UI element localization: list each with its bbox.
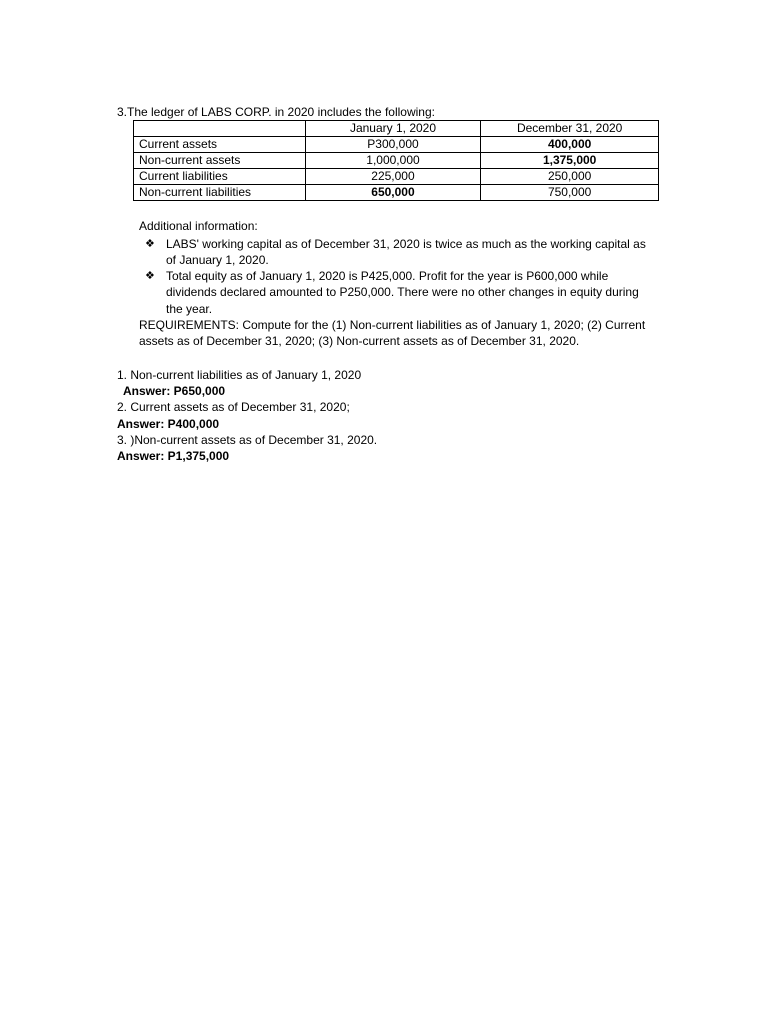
diamond-bullet-icon: ❖ — [145, 270, 155, 283]
question-text: 2. Current assets as of December 31, 2020; — [117, 400, 350, 415]
additional-heading: Additional information: — [139, 219, 258, 234]
ledger-table — [133, 120, 659, 201]
list-item — [139, 268, 651, 317]
answer-text: Answer: P1,375,000 — [117, 449, 230, 464]
diamond-bullet-icon: ❖ — [145, 237, 155, 250]
cell-dec: 400,000 — [481, 137, 659, 153]
table-header-row — [134, 121, 659, 137]
header-empty — [134, 121, 306, 137]
answer-text: Answer: P650,000 — [123, 383, 226, 398]
cell-jan: 650,000 — [305, 185, 481, 201]
answer-text: Answer: P400,000 — [117, 416, 220, 431]
document-page — [117, 104, 662, 464]
bullet-list — [139, 236, 651, 317]
table-row — [134, 153, 659, 169]
cell-dec: 250,000 — [481, 169, 659, 185]
row-label: Non-current assets — [134, 153, 306, 169]
list-item — [139, 236, 651, 269]
question-text: 3. )Non-current assets as of December 31, 2020. — [117, 432, 378, 447]
table-row — [134, 169, 659, 185]
cell-dec: 750,000 — [481, 185, 659, 201]
cell-jan: P300,000 — [305, 137, 481, 153]
bullet-text: Total equity as of January 1, 2020 is P425,000. Profit for the year is P600,000 while dividends declared amounted to P250,000. There were no other changes in equity during the year. — [166, 269, 639, 316]
additional-information — [139, 218, 651, 349]
header-dec: December 31, 2020 — [481, 121, 659, 137]
table-row — [134, 137, 659, 153]
requirements-text: REQUIREMENTS: Compute for the (1) Non-current liabilities as of January 1, 2020; (2) Current assets as of December 31, 2020; (3) Non-current assets as of December 31, 2020. — [139, 318, 646, 349]
problem-title: 3.The ledger of LABS CORP. in 2020 includes the following: — [117, 105, 435, 119]
cell-jan: 225,000 — [305, 169, 481, 185]
row-label: Non-current liabilities — [134, 185, 306, 201]
row-label: Current liabilities — [134, 169, 306, 185]
cell-dec: 1,375,000 — [481, 153, 659, 169]
table-row — [134, 185, 659, 201]
answers-section — [117, 367, 662, 465]
row-label: Current assets — [134, 137, 306, 153]
header-jan: January 1, 2020 — [305, 121, 481, 137]
question-text: 1. Non-current liabilities as of January 1, 2020 — [117, 367, 362, 382]
cell-jan: 1,000,000 — [305, 153, 481, 169]
bullet-text: LABS' working capital as of December 31, 2020 is twice as much as the working capital as of January 1, 2020. — [166, 236, 646, 267]
